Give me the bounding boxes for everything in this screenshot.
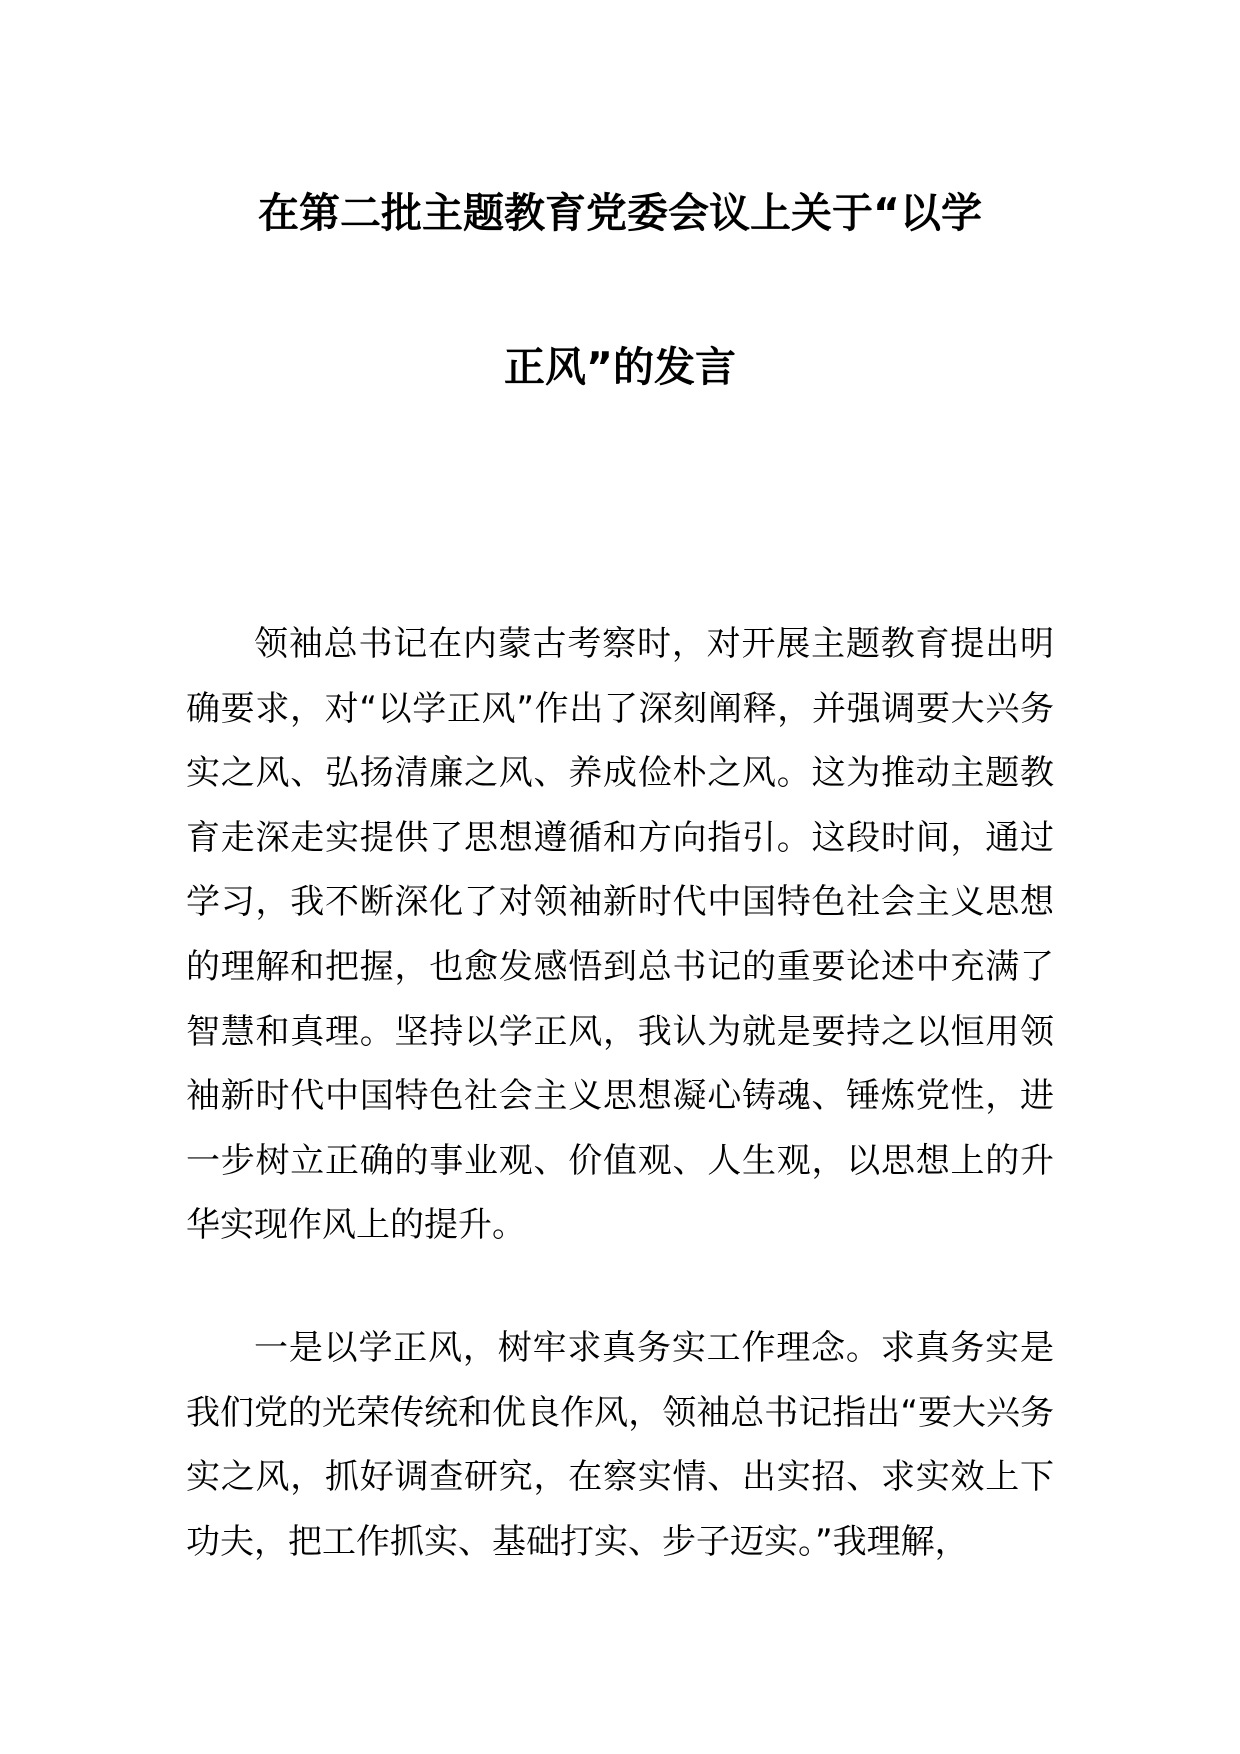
body-paragraph-2: 一是以学正风，树牢求真务实工作理念。求真务实是我们党的光荣传统和优良作风，领袖总书记指出“要大兴务实之风，抓好调查研究，在察实情、出实招、求实效上下功夫，把工作抓实、基础打实、步子迈实。”我理解， bbox=[186, 1327, 1054, 1562]
document-title bbox=[186, 175, 1054, 406]
title-line-2: 正风”的发言 bbox=[504, 343, 736, 391]
body-paragraph-1: 领袖总书记在内蒙古考察时，对开展主题教育提出明确要求，对“以学正风”作出了深刻阐释，并强调要大兴务实之风、弘扬清廉之风、养成俭朴之风。这为推动主题教育走深走实提供了思想遵循和方向指引。这段时间，通过学习，我不断深化了对领袖新时代中国特色社会主义思想的理解和把握，也愈发感悟到总书记的重要论述中充满了智慧和真理。坚持以学正风，我认为就是要持之以恒用领袖新时代中国特色社会主义思想凝心铸魂、锤炼党性，进一步树立正确的事业观、价值观、人生观，以思想上的升华实现作风上的提升。 bbox=[186, 624, 1054, 1246]
title-line-1: 在第二批主题教育党委会议上关于“以学 bbox=[258, 189, 982, 237]
document-body bbox=[186, 612, 1054, 1574]
